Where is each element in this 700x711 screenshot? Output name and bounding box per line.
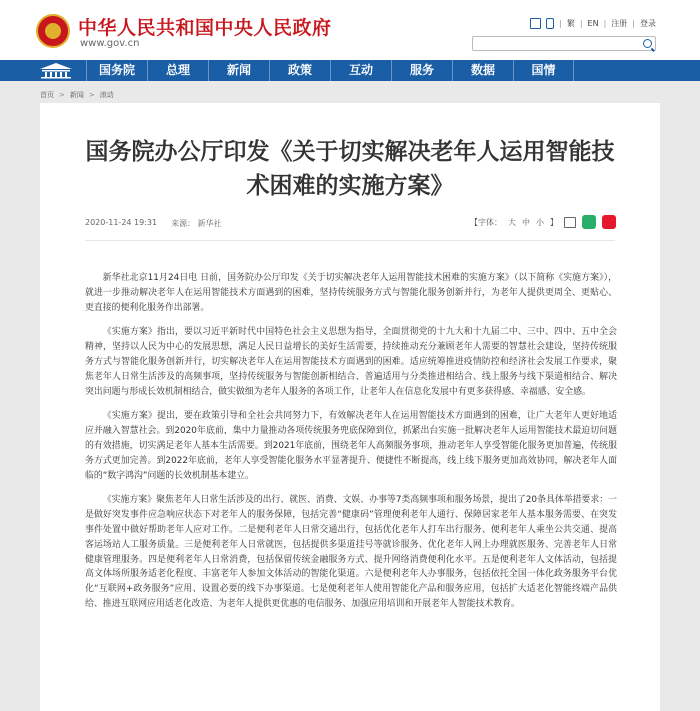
nav-item-state-council[interactable]: 国务院 — [86, 60, 147, 81]
font-size-label: 【字体： — [470, 217, 502, 227]
article — [40, 103, 660, 711]
main-nav — [0, 60, 700, 81]
site-url: www.gov.cn — [80, 38, 140, 49]
site-name[interactable]: 中华人民共和国中央人民政府 — [78, 17, 332, 39]
article-source: 来源： 新华社 — [171, 219, 222, 228]
home-icon[interactable] — [38, 62, 74, 79]
nav-item-national-info[interactable]: 国情 — [513, 60, 574, 81]
search-icon[interactable] — [643, 39, 652, 48]
article-paragraph: 《实施方案》指出，要以习近平新时代中国特色社会主义思想为指导，全面贯彻党的十九大和十九届二中、三中、四中、五中全会精神，坚持以人民为中心的发展思想，满足人民日益增长的美好生活需要，持续推动充分兼顾老年人需要的智慧社会建设，坚持传统服务方式与智能化服务创新并行，切实解决老年人在运用智能技术方面遇到的困难。适应统筹推进疫情防控和经济社会发展工作要求，聚焦老年人日常生活涉及的高频事项，坚持传统服务与智能创新相结合、普遍适用与分类推进相结合、线上服务与线下渠道相结合、解决突出问题与形成长效机制相结合，做实做细为老年人服务的各项工作，让老年人在信息化发展中有更多获得感、幸福感、安全感。 — [85, 327, 617, 397]
font-large-button[interactable]: 大 — [508, 217, 516, 227]
register-link[interactable]: 注册 — [611, 19, 628, 28]
publish-datetime: 2020-11-24 19:31 — [85, 218, 158, 227]
search-input[interactable] — [477, 38, 637, 49]
header — [0, 0, 700, 60]
article-meta — [85, 218, 222, 229]
article-body — [85, 271, 617, 622]
breadcrumb-news[interactable]: 新闻 — [69, 91, 84, 99]
traditional-chinese-link[interactable]: 繁 — [566, 19, 575, 28]
nav-item-service[interactable]: 服务 — [391, 60, 452, 81]
national-emblem-icon[interactable] — [36, 14, 70, 48]
nav-item-premier[interactable]: 总理 — [147, 60, 208, 81]
mobile-icon[interactable] — [546, 18, 554, 29]
meta-divider — [85, 240, 615, 241]
article-paragraph: 《实施方案》聚焦老年人日常生活涉及的出行、就医、消费、文娱、办事等7类高频事项和服务场景，提出了20条具体举措要求：一是做好突发事件应急响应状态下对老年人的服务保障，包括完善“健康码”管理便利老年人通行、保障居家老年人基本服务需要、在突发事件处置中做好帮助老年人应对工作。二是便利老年人日常交通出行，包括优化老年人打车出行服务、便利老年人乘坐公共交通、提高客运场站人工服务质量。三是便利老年人日常就医，包括提供多渠道挂号等就诊服务、优化老年人网上办理就医服务、完善老年人日常健康管理服务。四是便利老年人日常消费，包括保留传统金融服务方式、提升网络消费便利化水平。五是便利老年人文体活动，包括提高文体场所服务适老化程度、丰富老年人参加文体活动的智能化渠道。六是便利老年人办事服务，包括依托全国一体化政务服务平台优化“互联网+政务服务”应用、设置必要的线下办事渠道。七是便利老年人使用智能化产品和服务应用，包括扩大适老化智能终端产品供给、推进互联网应用适老化改造、为老年人提供更优惠的电信服务、加强应用培训和开展老年人智能技术教育。 — [85, 495, 617, 609]
font-size-close: 】 — [550, 217, 558, 227]
nav-item-news[interactable]: 新闻 — [208, 60, 269, 81]
article-paragraph: 《实施方案》提出，要在政策引导和全社会共同努力下，有效解决老年人在运用智能技术方面遇到的困难，让广大老年人更好地适应并融入智慧社会。到2020年底前，集中力量推动各项传统服务兜底保障到位，抓紧出台实施一批解决老年人运用智能技术最迫切问题的有效措施，切实满足老年人基本生活需要。到2021年底前，围绕老年人高频服务事项，推动老年人享受智能化服务更加普遍，传统服务方式更加完善。到2022年底前，老年人享受智能化服务水平显著提升、便捷性不断提高，线上线下服务更加高效协同，解决老年人面临的“数字鸿沟”问题的长效机制基本建立。 — [85, 411, 617, 481]
article-title: 国务院办公厅印发《关于切实解决老年人运用智能技术困难的实施方案》 — [85, 139, 615, 199]
search-box — [472, 36, 656, 51]
breadcrumb-home[interactable]: 首页 — [40, 91, 54, 99]
english-link[interactable]: EN — [587, 19, 599, 28]
article-tools — [470, 215, 616, 229]
font-medium-button[interactable]: 中 — [522, 217, 530, 227]
breadcrumb: 首页 > 新闻 > 滚动 — [40, 91, 114, 99]
nav-item-policy[interactable]: 政策 — [269, 60, 330, 81]
login-link[interactable]: 登录 — [640, 19, 656, 28]
mail-icon[interactable] — [530, 18, 541, 29]
print-icon[interactable] — [564, 217, 576, 228]
article-paragraph: 新华社北京11月24日电 日前，国务院办公厅印发《关于切实解决老年人运用智能技术困难的实施方案》（以下简称《实施方案》），就进一步推动解决老年人在运用智能技术方面遇到的困难，坚持传统服务方式与智能化服务创新并行，为老年人提供更周全、更贴心、更直接的便利化服务作出部署。 — [85, 273, 617, 313]
nav-item-data[interactable]: 数据 — [452, 60, 513, 81]
wechat-share-icon[interactable] — [582, 215, 596, 229]
font-small-button[interactable]: 小 — [536, 217, 544, 227]
breadcrumb-rolling[interactable]: 滚动 — [99, 91, 114, 99]
weibo-share-icon[interactable] — [602, 215, 616, 229]
top-links: | 繁 | EN | 注册 | 登录 — [530, 18, 656, 29]
nav-item-interaction[interactable]: 互动 — [330, 60, 391, 81]
